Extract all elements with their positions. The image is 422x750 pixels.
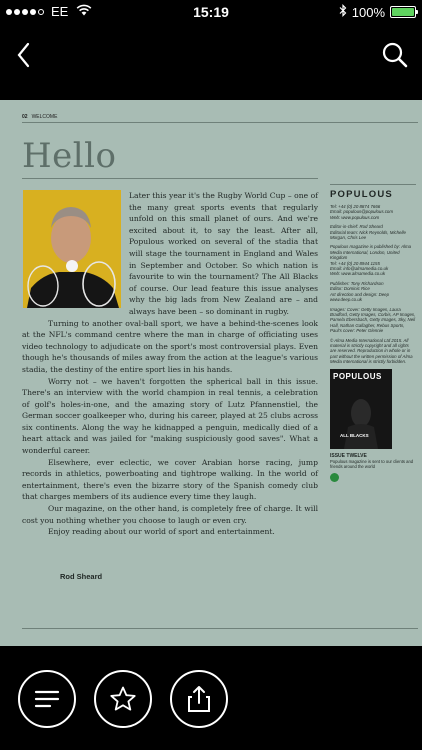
chevron-left-icon	[10, 38, 40, 72]
masthead-column	[330, 184, 416, 482]
status-time: 15:19	[193, 4, 229, 20]
battery-level	[392, 8, 414, 16]
share-button[interactable]	[170, 670, 228, 728]
status-bar	[0, 0, 422, 24]
status-right	[339, 4, 416, 20]
publisher-info: Populous magazine is published by: Alma Media International, London, United Kingdom Tel: +44 (0) 20 8944 1155 Email: info@almamedia.co.uk Web: www.almamedia.co.uk	[330, 244, 412, 277]
brand-name: POPULOUS	[330, 189, 393, 200]
magazine-page-viewer[interactable]	[0, 100, 422, 646]
article-paragraph: Our magazine, on the other hand, is completely free of charge. It will cost you nothing whether you choose to laugh or even cry.	[22, 504, 318, 525]
divider	[22, 122, 418, 123]
article-body	[22, 190, 318, 538]
battery-percent: 100%	[351, 4, 385, 20]
star-icon	[109, 685, 137, 713]
publisher-logo	[330, 473, 339, 482]
page-number: 02	[22, 114, 28, 120]
search-button[interactable]	[380, 40, 410, 70]
article-paragraph: Enjoy reading about our world of sport and entertainment.	[48, 527, 275, 537]
lead-paragraph: Later this year it's the Rugby World Cup – one of the many great sports events that regularly unfold on this small planet of ours. And we're excited about it, to say the least. After all, Populous worked on several of the stadia that will stage the tournament in England and Wales in September and October. So which nation is favourite to win the tournament? The All Blacks of course. Our lead feature this issue analyses why the big lads from New Zealand are – and always have been – so dominant in rugby.	[129, 191, 318, 316]
menu-icon	[34, 689, 60, 709]
page-headline: Hello	[22, 136, 117, 176]
share-icon	[186, 685, 212, 713]
article-paragraph: Turning to another oval-ball sport, we have a behind-the-scenes look at the NFL's command centre where the man in charge of officiating uses video technology to adjudicate on the sport's most controversial plays. Even though he's thousands of miles away from the action at the league's various stadia, the destiny of the entire sport lies in his hands.	[22, 318, 318, 374]
nav-bar	[0, 24, 422, 84]
section-name: WELCOME	[31, 114, 58, 120]
article-paragraph: Elsewhere, ever eclectic, we cover Arabian horse racing, jump records in athletics, powerboating and tightrope walking. In the world of entertainment, there's even the bizarre story of the Spanish comedy club that charges members of its audience every time they laugh.	[22, 457, 318, 502]
divider	[22, 628, 418, 629]
issue-description: Populous magazine is sent to our clients and friends around the world	[330, 458, 414, 469]
cover-caption: ALL BLACKS	[340, 432, 369, 438]
image-credits: Images: Cover: Getty Images, Laura Bradford, Getty Images, Corbis, AP Images, Pamela Ebersbach, Getty Images, Sky, Neil Hall, Nathan Gallagher, Rebus Sports, Paul's cover: Peter Glennie	[330, 306, 416, 334]
back-button[interactable]	[10, 38, 40, 72]
legal-notice: © Alma Media International Ltd 2015. All material is strictly copyright and all rights are reserved. Reproduction in whole or in part without the written permission of Alma Media International is strictly forbidden.	[330, 337, 413, 365]
contents-button[interactable]	[18, 670, 76, 728]
article-paragraph: Worry not – we haven't forgotten the spherical ball in this issue. There's an interview with the world champion in real tennis, a celebration of golf's holes-in-one, and the amazing story of Lutz Pfannenstiel, the German soccer goalkeeper who, during his career, played at 25 clubs across six continents. Along the way he kidnapped a penguin, medically died of a heart attack and was jailed for "making suspiciously good saves". What a wonderful career.	[22, 376, 318, 456]
contact-info: Tel: +44 (0) 20 8874 7666 Email: populous@populous.com Web: www.populous.com	[330, 204, 394, 220]
bottom-toolbar	[0, 646, 422, 750]
page-folio	[22, 114, 57, 120]
divider	[22, 178, 318, 179]
editorial-info: Editor-in-chief: Rod Sheard Editorial team: Nick Reynolds, Michelle Morgan, Chris Lee	[330, 224, 406, 241]
magazine-page	[12, 108, 418, 644]
cover-title: POPULOUS	[333, 371, 382, 381]
credits-info: Publisher: Tony Richardson Editor: Dominic Rice Art direction and design: Deep www.deep.co.uk	[330, 280, 390, 303]
favorite-button[interactable]	[94, 670, 152, 728]
carrier-name: EE	[51, 4, 69, 19]
author-signoff: Rod Sheard	[60, 572, 103, 581]
battery-icon	[390, 6, 416, 18]
search-icon	[380, 40, 410, 70]
issue-label: ISSUE TWELVE	[330, 452, 367, 459]
cover-thumbnail	[330, 369, 392, 449]
bluetooth-icon	[339, 4, 347, 20]
